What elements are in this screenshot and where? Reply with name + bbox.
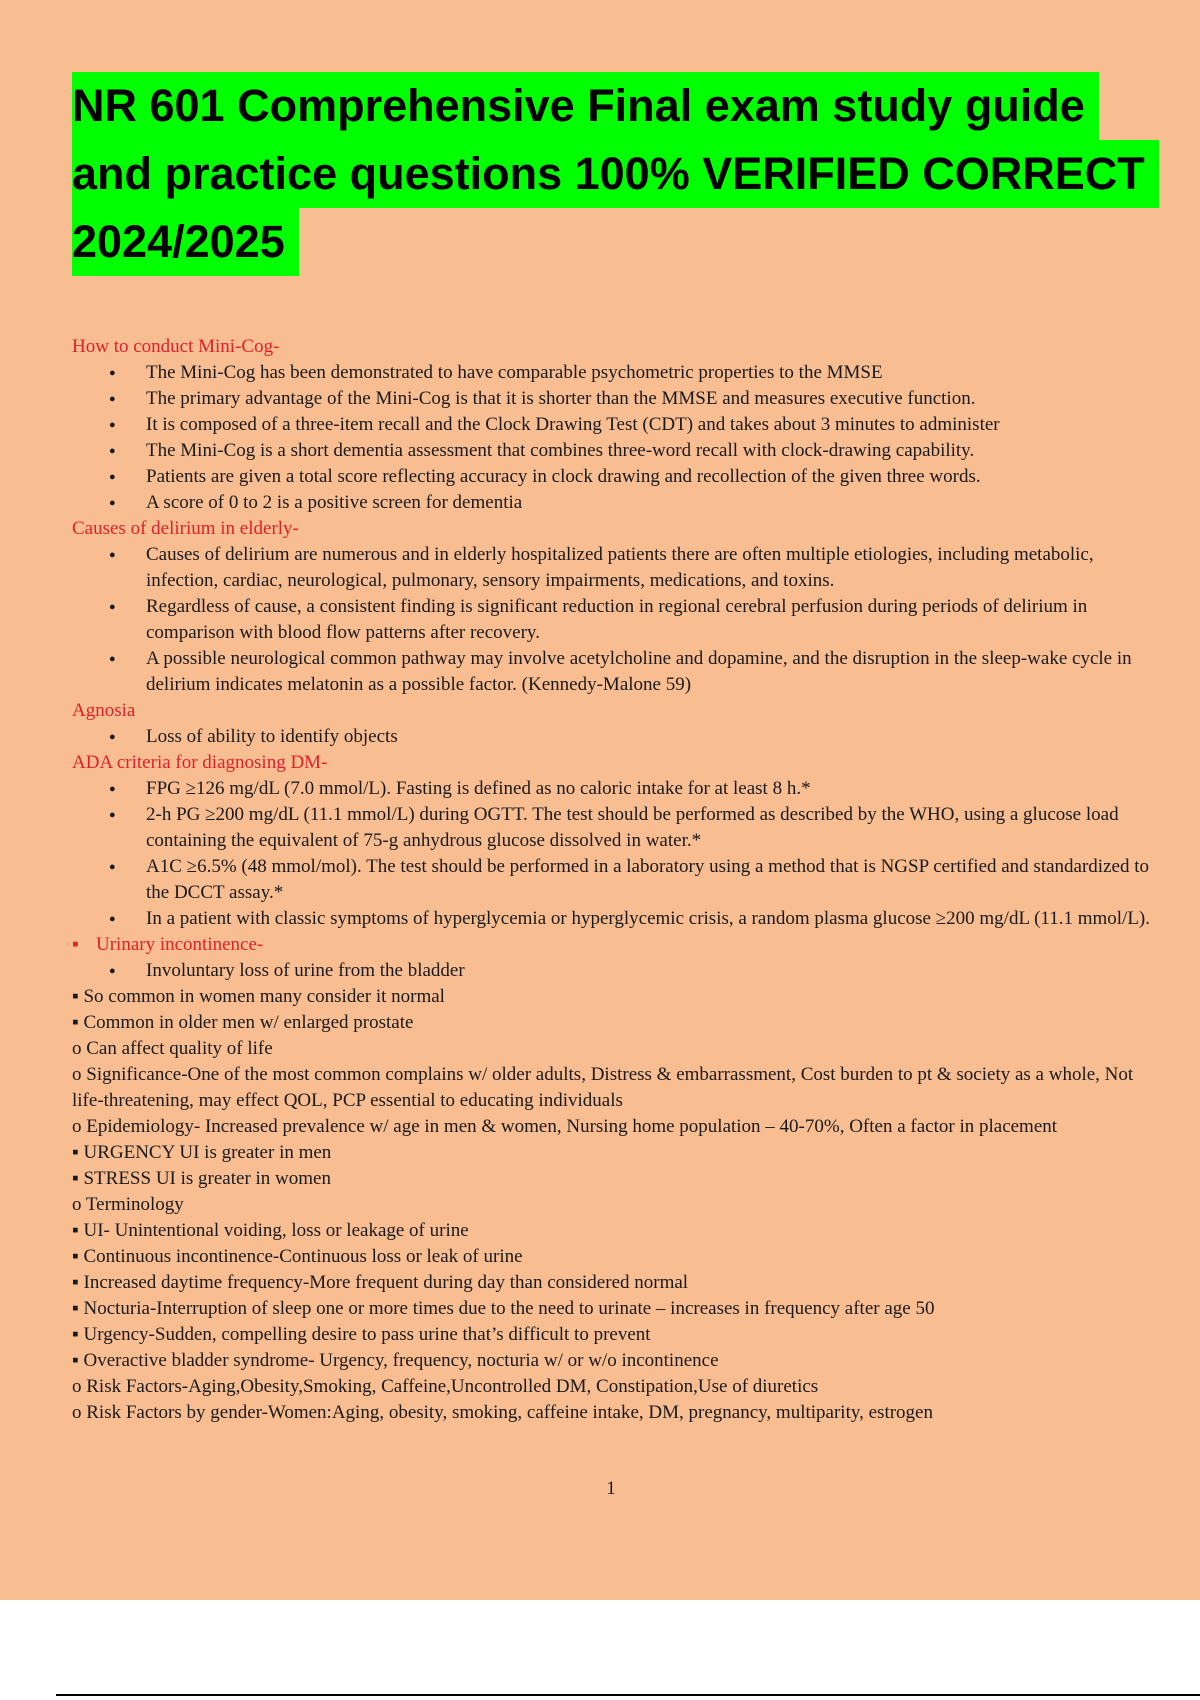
section-heading-agnosia: Agnosia [72,700,136,721]
document-body [72,334,1152,1426]
text-line: o Risk Factors by gender-Women:Aging, obesity, smoking, caffeine intake, DM, pregnancy, multiparity, estrogen [72,1402,933,1423]
text-line: ▪ Common in older men w/ enlarged prostate [72,1012,414,1033]
list-item: ● Loss of ability to identify objects [146,724,1152,750]
list-item: ● Involuntary loss of urine from the bladder [146,958,1152,984]
list-item: ● The Mini-Cog has been demonstrated to have comparable psychometric properties to the MMSE [146,360,1152,386]
list-item: ● Patients are given a total score reflecting accuracy in clock drawing and recollection of the given three words. [146,464,1152,490]
page-number: 1 [606,1478,616,1499]
text-line: ▪ Increased daytime frequency-More frequent during day than considered normal [72,1272,689,1293]
text-line: o Can affect quality of life [72,1038,273,1059]
list-item: ● The primary advantage of the Mini-Cog is that it is shorter than the MMSE and measures executive function. [146,386,1152,412]
title-line: 2024/2025 [72,208,299,276]
list-item: ● 2-h PG ≥200 mg/dL (11.1 mmol/L) during OGTT. The test should be performed as described by the WHO, using a glucose load containing the equivalent of 75-g anhydrous glucose dissolved in water.* [146,802,1152,854]
list-item: ● A score of 0 to 2 is a positive screen for dementia [146,490,1152,516]
section-heading-urinary: ▪ Urinary incontinence- [72,932,1152,958]
section-heading-ada: ADA criteria for diagnosing DM- [72,752,328,773]
text-line: ▪ STRESS UI is greater in women [72,1168,331,1189]
list-item: ● The Mini-Cog is a short dementia assessment that combines three-word recall with clock-drawing capability. [146,438,1152,464]
ada-list [72,776,1152,932]
list-item: ● It is composed of a three-item recall and the Clock Drawing Test (CDT) and takes about 3 minutes to administer [146,412,1152,438]
list-item: ● A1C ≥6.5% (48 mmol/mol). The test should be performed in a laboratory using a method that is NGSP certified and standardized to the DCCT assay.* [146,854,1152,906]
text-line: o Epidemiology- Increased prevalence w/ age in men & women, Nursing home population – 40-70%, Often a factor in placement [72,1116,1058,1137]
text-line: o Risk Factors-Aging,Obesity,Smoking, Caffeine,Uncontrolled DM, Constipation,Use of diuretics [72,1376,819,1397]
list-item: ● FPG ≥126 mg/dL (7.0 mmol/L). Fasting is defined as no caloric intake for at least 8 h.* [146,776,1152,802]
text-line: ▪ Urgency-Sudden, compelling desire to pass urine that’s difficult to prevent [72,1324,651,1345]
section-heading-minicog: How to conduct Mini-Cog- [72,336,280,357]
list-item: ● Regardless of cause, a consistent finding is significant reduction in regional cerebral perfusion during periods of delirium in comparison with blood flow patterns after recovery. [146,594,1152,646]
urinary-list [72,958,1152,984]
footer-divider [56,1694,1200,1696]
delirium-list [72,542,1152,698]
document-title [72,72,1200,276]
list-item: ● In a patient with classic symptoms of hyperglycemia or hyperglycemic crisis, a random plasma glucose ≥200 mg/dL (11.1 mmol/L). [146,906,1152,932]
text-line: ▪ UI- Unintentional voiding, loss or leakage of urine [72,1220,469,1241]
text-line: ▪ Overactive bladder syndrome- Urgency, frequency, nocturia w/ or w/o incontinence [72,1350,719,1371]
text-line: ▪ Nocturia-Interruption of sleep one or more times due to the need to urinate – increases in frequency after age 50 [72,1298,935,1319]
agnosia-list [72,724,1152,750]
text-line: ▪ Continuous incontinence-Continuous loss or leak of urine [72,1246,523,1267]
text-line: o Significance-One of the most common complains w/ older adults, Distress & embarrassment, Cost burden to pt & society as a whole, Not life-threatening, may effect QOL, PCP essential to educating individuals [72,1064,1134,1111]
text-line: ▪ URGENCY UI is greater in men [72,1142,332,1163]
text-line: o Terminology [72,1194,184,1215]
section-heading-delirium: Causes of delirium in elderly- [72,518,299,539]
minicog-list [72,360,1152,516]
title-line: NR 601 Comprehensive Final exam study guide [72,72,1099,140]
title-line: and practice questions 100% VERIFIED CORRECT [72,140,1159,208]
text-line: ▪ So common in women many consider it normal [72,986,445,1007]
list-item: ● A possible neurological common pathway may involve acetylcholine and dopamine, and the disruption in the sleep-wake cycle in delirium indicates melatonin as a possible factor. (Kennedy-Malone 59) [146,646,1152,698]
list-item: ● Causes of delirium are numerous and in elderly hospitalized patients there are often multiple etiologies, including metabolic, infection, cardiac, neurological, pulmonary, sensory impairments, medications, and toxins. [146,542,1152,594]
